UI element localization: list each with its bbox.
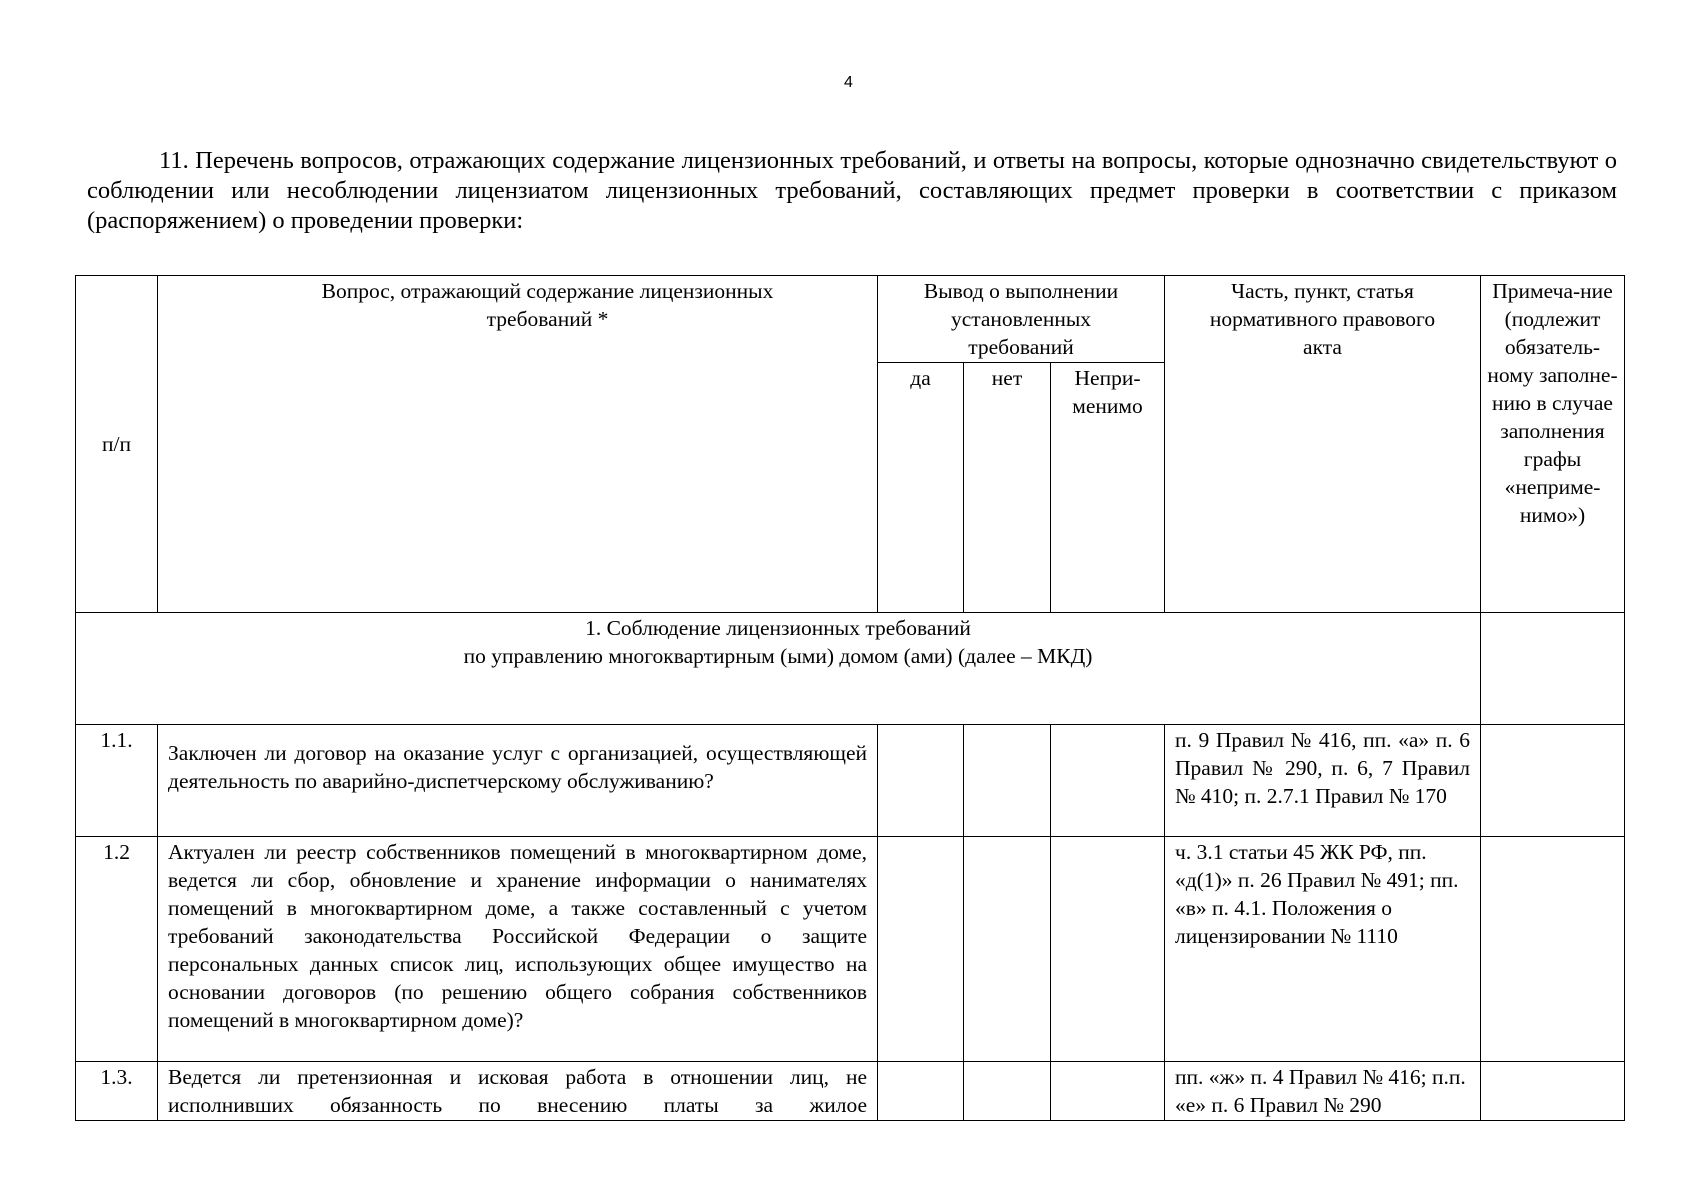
table-row [76,725,1625,837]
row-question: Актуален ли реестр собственников помещений в многоквартирном доме, ведется ли сбор, обновление и хранение информации о нанимателях помещений в многоквартирном доме, а также составленный с учетом требований законодательства Российской Федерации о защите персональных данных список лиц, использующих общее имущество на основании договоров (по решению общего собрания собственников помещений в многоквартирном доме)? [158,837,878,1062]
header-note: Примеча-ние (подлежит обязатель-ному заполне-нию в случае заполнения графы «неприме-нимо») [1481,276,1625,613]
header-no: нет [964,363,1051,613]
row-note-cell [1481,1062,1625,1121]
row-no-cell [964,837,1051,1062]
section-title-line2: по управлению многоквартирным (ыми) домом (ами) (далее – МКД) [463,644,1093,668]
row-na-cell [1051,725,1165,837]
table-row [76,837,1625,1062]
row-note-cell [1481,725,1625,837]
section-note-cell [1481,613,1625,725]
row-no-cell [964,725,1051,837]
row-yes-cell [878,725,964,837]
section-title [76,613,1481,725]
row-question: Заключен ли договор на оказание услуг с организацией, осуществляющей деятельность по аварийно-диспетчерскому обслуживанию? [158,725,878,837]
section-title-line1: 1. Соблюдение лицензионных требований [585,616,971,640]
table-row [76,1062,1625,1121]
row-num: 1.3. [76,1062,158,1121]
header-reference: Часть, пункт, статья нормативного правового акта [1165,276,1481,613]
row-reference: ч. 3.1 статьи 45 ЖК РФ, пп. «д(1)» п. 26 Правил № 491; пп. «в» п. 4.1. Положения о лицензировании № 1110 [1165,837,1481,1062]
header-question: Вопрос, отражающий содержание лицензионных требований * [158,276,878,613]
row-no-cell [964,1062,1051,1121]
header-num: п/п [76,276,158,613]
row-na-cell [1051,837,1165,1062]
row-yes-cell [878,1062,964,1121]
header-conclusion: Вывод о выполнении установленных требований [878,276,1165,363]
section-row [76,613,1625,725]
row-num: 1.1. [76,725,158,837]
row-note-cell [1481,837,1625,1062]
header-not-applicable: Непри-менимо [1051,363,1165,613]
row-reference: пп. «ж» п. 4 Правил № 416; п.п. «е» п. 6 Правил № 290 [1165,1062,1481,1121]
header-row [76,276,1625,363]
page-number: 4 [844,74,853,91]
row-reference: п. 9 Правил № 416, пп. «а» п. 6 Правил № 290, п. 6, 7 Правил № 410; п. 2.7.1 Правил № 170 [1165,725,1481,837]
header-yes: да [878,363,964,613]
license-requirements-table [75,275,1625,1121]
row-yes-cell [878,837,964,1062]
row-na-cell [1051,1062,1165,1121]
row-num: 1.2 [76,837,158,1062]
intro-paragraph: 11. Перечень вопросов, отражающих содержание лицензионных требований, и ответы на вопросы, которые однозначно свидетельствуют о соблюдении или несоблюдении лицензиатом лицензионных требований, составляющих предмет проверки в соответствии с приказом (распоряжением) о проведении проверки: [87,147,1617,234]
row-question: Ведется ли претензионная и исковая работа в отношении лиц, не исполнивших обязанность по внесению платы за жилое [158,1062,878,1121]
